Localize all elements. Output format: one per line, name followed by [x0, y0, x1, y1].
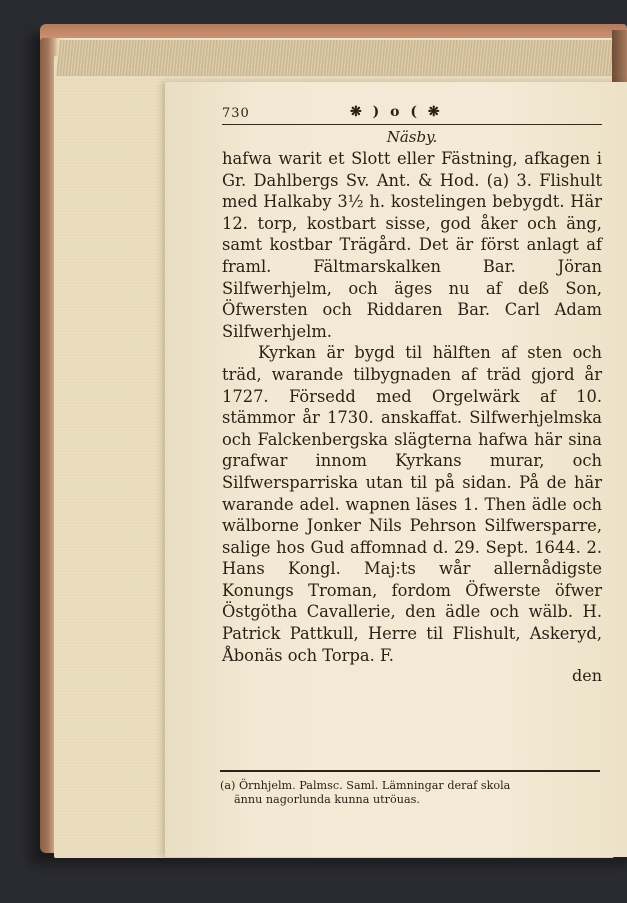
running-title: Näsby.: [386, 128, 438, 146]
header-ornament: ❋ ) o ( ❋: [350, 104, 443, 120]
page-number: 730: [222, 106, 250, 121]
paragraph: hafwa warit et Slott eller Fästning, afkagen i Gr. Dahlbergs Sv. Ant. & Hod. (a) 3. Flishult med Halkaby 3½ h. kostelingen bebygdt. Här 12. torp, kostbart sisse, god åker och äng, samt kostbar Trägård. Det är först anlagt af framl. Fältmarskalken Bar. Jöran Silfwerhjelm, och äges nu af deß Son, Öfwersten och Riddaren Bar. Carl Adam Silfwerhjelm.: [222, 149, 602, 341]
book-page: [165, 82, 627, 857]
footnote-line: (a) Örnhjelm. Palmsc. Saml. Lämningar deraf skola: [220, 779, 511, 792]
header-rule: [222, 124, 602, 125]
footnote: [220, 779, 605, 807]
page-content: [222, 104, 602, 804]
page-header: [222, 104, 602, 126]
footnote-rule: [220, 770, 600, 772]
footnote-line: ännu nagorlunda kunna utröuas.: [234, 793, 420, 806]
catchword: den: [571, 666, 602, 686]
paragraph: Kyrkan är bygd til hälften af sten och träd, warande tilbygnaden af träd gjord år 1727. Försedd med Orgelwärk af 10. stämmor år 1730. anskaffat. Silfwerhjelmska och Falckenbergska slägterna hafwa här sina grafwar innom Kyrkans murar, och Silfwersparriska utan til på sidan. På de här warande adel. wapnen läses 1. Then ädle och wälborne Jonker Nils Pehrson Silfwersparre, salige hos Gud affomnad d. 29. Sept. 1644. 2. Hans Kongl. Maj:ts wår allernådigste Konungs Troman, fordom Öfwerste öfwer Östgötha Cavallerie, den ädle och wälb. H. Patrick Pattkull, Herre til Flishult, Askeryd, Åbonäs och Torpa. F.: [222, 343, 602, 665]
top-page-edge: [56, 40, 626, 76]
body-text: [222, 148, 602, 686]
